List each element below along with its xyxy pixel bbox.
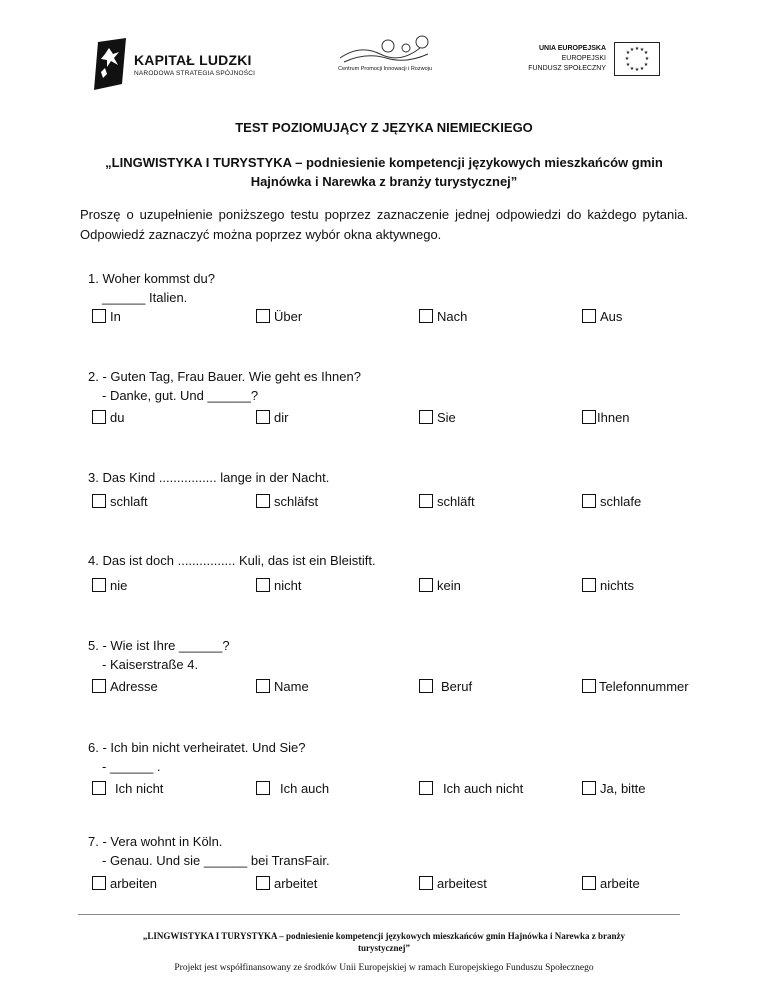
answer-label: Über <box>274 309 303 324</box>
footer-project-line2: turystycznej” <box>358 943 410 953</box>
answer-label: Ihnen <box>597 410 630 425</box>
checkbox[interactable] <box>419 494 433 508</box>
question-5 <box>88 636 230 674</box>
answer-option[interactable] <box>582 679 689 695</box>
question-text: 2. - Guten Tag, Frau Bauer. Wie geht es Ihnen? <box>88 369 361 384</box>
answer-label: Sie <box>437 410 456 425</box>
answer-label: nichts <box>600 578 634 593</box>
checkbox[interactable] <box>582 309 596 323</box>
checkbox[interactable] <box>256 494 270 508</box>
answer-label: schläft <box>437 494 475 509</box>
svg-text:★: ★ <box>644 56 650 62</box>
eu-flag-icon <box>614 42 660 76</box>
answer-option[interactable] <box>92 410 124 426</box>
question-2 <box>88 367 361 405</box>
checkbox[interactable] <box>92 876 106 890</box>
answer-label: nicht <box>274 578 302 593</box>
question-text: 7. - Vera wohnt in Köln. <box>88 834 223 849</box>
question-text: 1. Woher kommst du? <box>88 271 215 286</box>
checkbox[interactable] <box>419 679 433 693</box>
question-3 <box>88 468 329 487</box>
answer-label: Name <box>274 679 309 694</box>
answer-option[interactable] <box>419 679 472 695</box>
svg-text:★: ★ <box>639 66 645 72</box>
eu-line1: UNIA EUROPEJSKA <box>538 45 606 52</box>
answer-option[interactable] <box>92 578 127 594</box>
answer-option[interactable] <box>256 494 318 510</box>
answer-option[interactable] <box>419 876 487 892</box>
answer-option[interactable] <box>419 309 467 325</box>
answer-option[interactable] <box>256 679 309 695</box>
kapital-ludzki-title: KAPITAŁ LUDZKI <box>134 52 252 68</box>
checkbox[interactable] <box>582 781 596 795</box>
footer-project <box>80 930 688 954</box>
answer-option[interactable] <box>92 679 158 695</box>
question-7 <box>88 832 330 870</box>
eu-logo <box>522 42 662 82</box>
checkbox[interactable] <box>92 781 106 795</box>
checkbox[interactable] <box>92 410 106 424</box>
footer-funding: Projekt jest współfinansowany ze środków Unii Europejskiej w ramach Europejskiego Funduszu Społecznego <box>174 963 594 973</box>
checkbox[interactable] <box>92 494 106 508</box>
answer-label: schlafe <box>600 494 642 509</box>
answer-label: dir <box>274 410 289 425</box>
answer-label: kein <box>437 578 461 593</box>
svg-text:★: ★ <box>634 46 640 52</box>
answer-label: arbeiten <box>110 876 157 891</box>
checkbox[interactable] <box>419 876 433 890</box>
cppr-logo <box>330 34 440 84</box>
svg-text:★: ★ <box>629 47 635 53</box>
checkbox[interactable] <box>582 679 596 693</box>
answer-option[interactable] <box>419 410 456 426</box>
answer-option[interactable] <box>582 578 634 594</box>
answer-label: du <box>110 410 125 425</box>
cppr-waves-icon <box>330 34 440 66</box>
answer-option[interactable] <box>419 578 461 594</box>
answer-label: Beruf <box>441 679 473 694</box>
svg-text:★: ★ <box>624 56 630 62</box>
page-title: TEST POZIOMUJĄCY Z JĘZYKA NIEMIECKIEGO <box>235 120 533 135</box>
checkbox[interactable] <box>256 309 270 323</box>
cppr-name: Centrum Promocji Innowacji i Rozwoju <box>338 66 432 72</box>
question-1 <box>88 269 215 307</box>
checkbox[interactable] <box>419 781 433 795</box>
answer-option[interactable] <box>419 494 475 510</box>
checkbox[interactable] <box>92 578 106 592</box>
answer-label: Ich auch <box>280 781 330 796</box>
checkbox[interactable] <box>256 781 270 795</box>
question-subtext: - ______ . <box>102 759 161 774</box>
checkbox[interactable] <box>92 309 106 323</box>
answer-label: Ich nicht <box>115 781 164 796</box>
footer-project-line1: „LINGWISTYKA I TURYSTYKA – podniesienie kompetencji językowych mieszkańców gmin Hajnówka i Narewka z branży <box>142 931 626 941</box>
question-subtext: - Genau. Und sie ______ bei TransFair. <box>102 853 330 868</box>
eu-text <box>522 44 606 74</box>
answer-label: arbeite <box>600 876 640 891</box>
answer-option[interactable] <box>582 309 622 325</box>
svg-text:★: ★ <box>634 67 640 73</box>
svg-text:★: ★ <box>639 47 645 53</box>
question-subtext: - Danke, gut. Und ______? <box>102 388 259 403</box>
eu-stars-icon <box>615 43 659 75</box>
answer-option[interactable] <box>419 781 523 797</box>
answer-option[interactable] <box>582 781 646 797</box>
checkbox[interactable] <box>256 578 270 592</box>
project-title <box>60 153 708 191</box>
answer-option[interactable] <box>92 494 148 510</box>
question-subtext: ______ Italien. <box>102 290 188 305</box>
answer-option[interactable] <box>582 410 630 426</box>
svg-text:★: ★ <box>629 66 635 72</box>
answer-option[interactable] <box>582 494 641 510</box>
question-text: 4. Das ist doch ................ Kuli, das ist ein Bleistift. <box>88 553 376 568</box>
kapital-ludzki-logo <box>92 38 262 90</box>
checkbox[interactable] <box>92 679 106 693</box>
question-text: 5. - Wie ist Ihre ______? <box>88 638 230 653</box>
answer-label: Ich auch nicht <box>443 781 524 796</box>
checkbox[interactable] <box>582 578 596 592</box>
question-subtext: - Kaiserstraße 4. <box>102 657 199 672</box>
checkbox[interactable] <box>419 410 433 424</box>
answer-option[interactable] <box>256 309 302 325</box>
footer-divider <box>78 914 680 915</box>
answer-label: arbeitest <box>437 876 487 891</box>
checkbox[interactable] <box>582 494 596 508</box>
checkbox[interactable] <box>582 876 596 890</box>
answer-option[interactable] <box>256 578 301 594</box>
checkbox[interactable] <box>256 876 270 890</box>
question-text: 3. Das Kind ................ lange in der Nacht. <box>88 470 330 485</box>
answer-label: schlaft <box>110 494 148 509</box>
question-4 <box>88 551 376 570</box>
answer-label: In <box>110 309 121 324</box>
answer-label: Nach <box>437 309 468 324</box>
answer-label: Telefonnummer <box>599 679 689 694</box>
question-6 <box>88 738 306 776</box>
answer-label: nie <box>110 578 128 593</box>
answer-option[interactable] <box>256 410 288 426</box>
kapital-ludzki-emblem-icon <box>92 38 130 90</box>
checkbox[interactable] <box>256 410 270 424</box>
answer-option[interactable] <box>256 876 317 892</box>
answer-label: Aus <box>600 309 623 324</box>
checkbox[interactable] <box>256 679 270 693</box>
answer-label: Adresse <box>110 679 158 694</box>
answer-option[interactable] <box>582 876 640 892</box>
project-title-line1: „LINGWISTYKA I TURYSTYKA – podniesienie kompetencji językowych mieszkańców gmin <box>105 155 663 170</box>
question-text: 6. - Ich bin nicht verheiratet. Und Sie? <box>88 740 306 755</box>
answer-option[interactable] <box>92 781 163 797</box>
checkbox[interactable] <box>419 578 433 592</box>
checkbox[interactable] <box>419 309 433 323</box>
kapital-ludzki-subtitle: NARODOWA STRATEGIA SPÓJNOŚCI <box>134 70 256 77</box>
svg-text:★: ★ <box>625 50 631 56</box>
answer-label: arbeitet <box>274 876 318 891</box>
answer-label: Ja, bitte <box>600 781 646 796</box>
eu-line2: EUROPEJSKI <box>561 55 606 62</box>
answer-option[interactable] <box>92 876 157 892</box>
answer-label: schläfst <box>274 494 319 509</box>
instructions: Proszę o uzupełnienie poniższego testu poprzez zaznaczenie jednej odpowiedzi do każdego pytania. Odpowiedź zaznaczyć można poprzez wybór okna aktywnego. <box>80 207 688 242</box>
svg-text:★: ★ <box>643 50 649 56</box>
answer-option[interactable] <box>92 309 121 325</box>
project-title-line2: Hajnówka i Narewka z branży turystycznej” <box>250 174 518 189</box>
checkbox[interactable] <box>582 410 596 424</box>
svg-text:★: ★ <box>625 62 631 68</box>
eu-line3: FUNDUSZ SPOŁECZNY <box>528 65 606 72</box>
answer-option[interactable] <box>256 781 329 797</box>
svg-text:★: ★ <box>643 62 649 68</box>
